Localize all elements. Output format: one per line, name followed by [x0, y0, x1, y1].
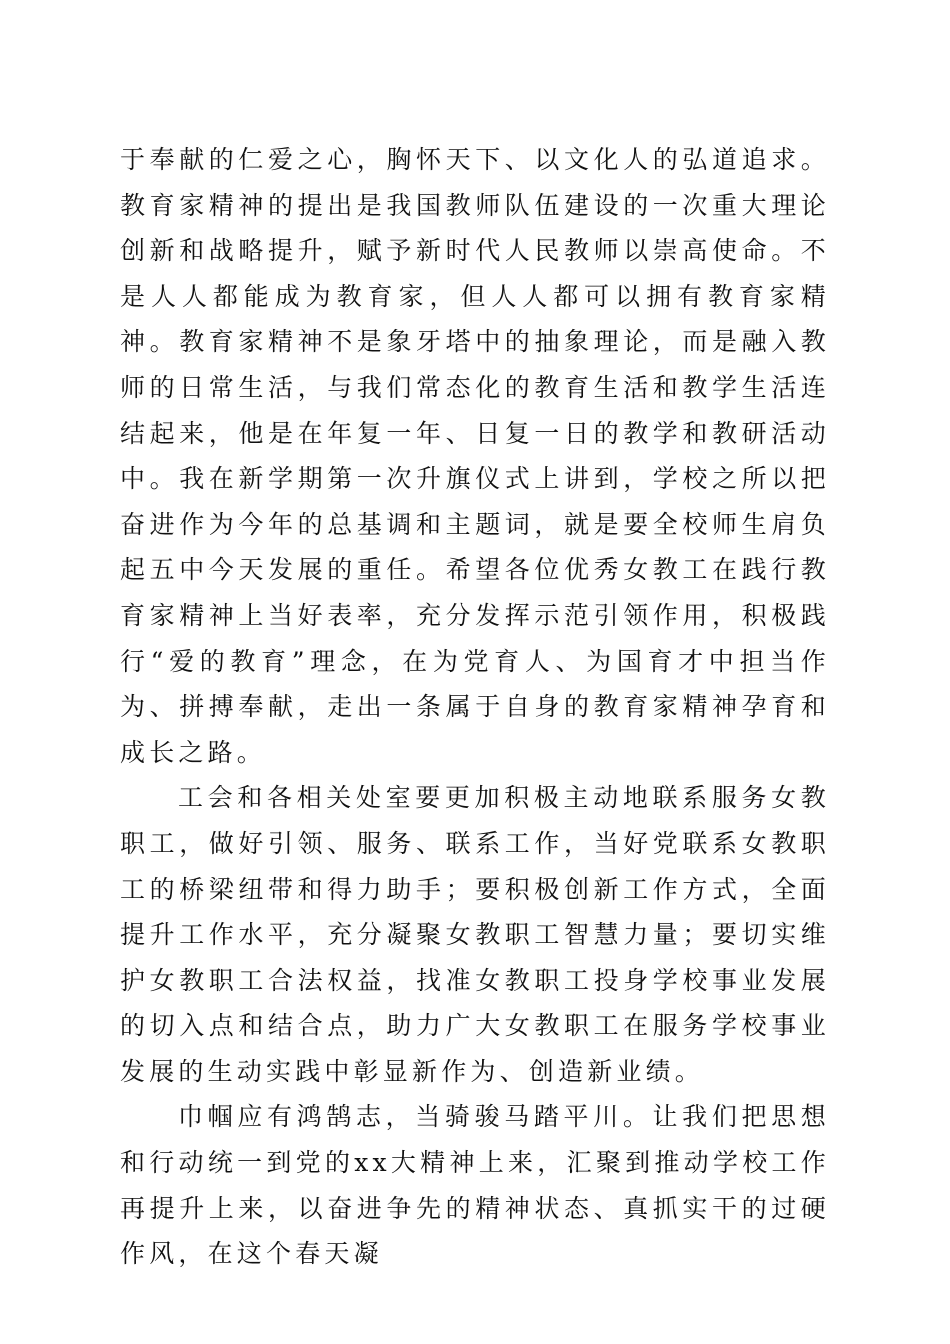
paragraph-2: 工会和各相关处室要更加积极主动地联系服务女教职工，做好引领、服务、联系工作，当好党联系女教职工的桥梁纽带和得力助手；要积极创新工作方式，全面提升工作水平，充分凝聚女教职工智慧力量；要切实维护女教职工合法权益，找准女教职工投身学校事业发展的切入点和结合点，助力广大女教职工在服务学校事业发展的生动实践中彰显新作为、创造新业绩。 — [120, 783, 830, 1086]
document-body — [120, 137, 830, 1277]
paragraph-3: 巾帼应有鸿鹄志，当骑骏马踏平川。让我们把思想和行动统一到党的xx大精神上来，汇聚到推动学校工作再提升上来，以奋进争先的精神状态、真抓实干的过硬作风，在这个春天凝 — [120, 1102, 830, 1269]
paragraph-1: 于奉献的仁爱之心，胸怀天下、以文化人的弘道追求。教育家精神的提出是我国教师队伍建设的一次重大理论创新和战略提升，赋予新时代人民教师以崇高使命。不是人人都能成为教育家，但人人都可以拥有教育家精神。教育家精神不是象牙塔中的抽象理论，而是融入教师的日常生活，与我们常态化的教育生活和教学生活连结起来，他是在年复一年、日复一日的教学和教研活动中。我在新学期第一次升旗仪式上讲到，学校之所以把奋进作为今年的总基调和主题词，就是要全校师生肩负起五中今天发展的重任。希望各位优秀女教工在践行教育家精神上当好表率，充分发挥示范引领作用，积极践行“爱的教育”理念，在为党育人、为国育才中担当作为、拼搏奉献，走出一条属于自身的教育家精神孕育和成长之路。 — [120, 145, 830, 767]
